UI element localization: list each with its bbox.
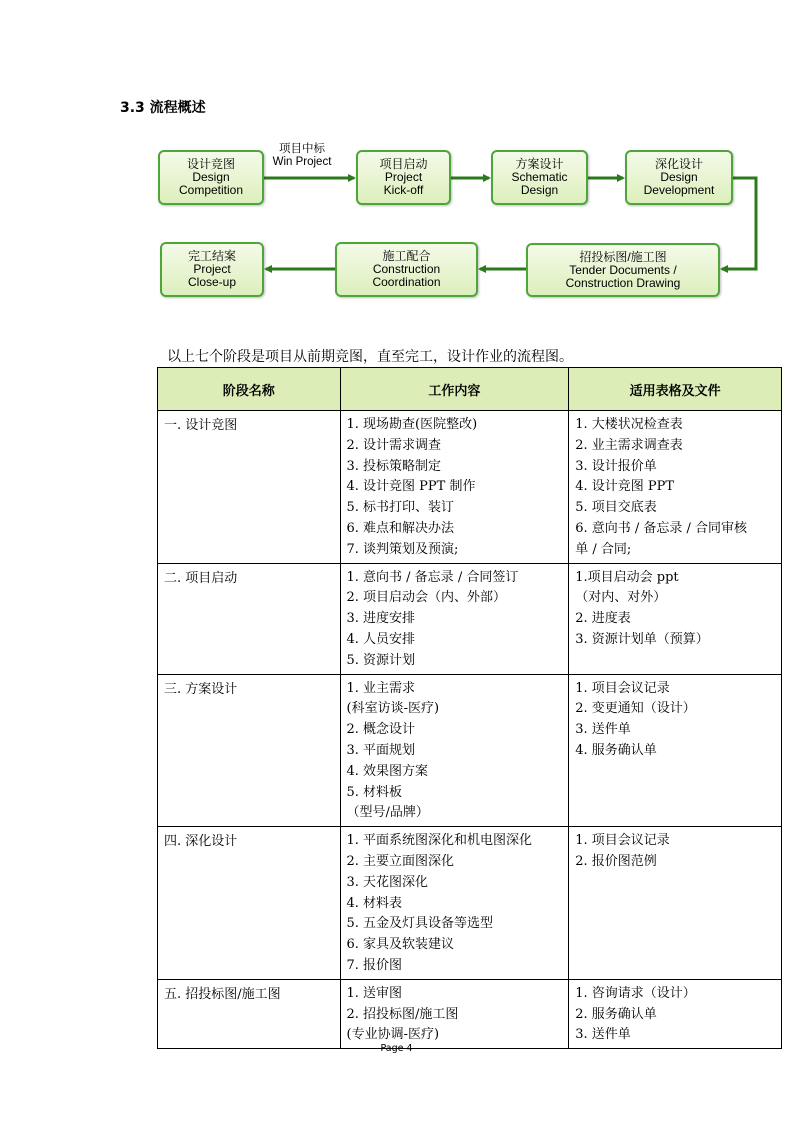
stage-cell: 五. 招投标图/施工图 bbox=[158, 979, 341, 1048]
box-project-closeup: 完工结案 Project Close-up bbox=[160, 242, 264, 297]
header-stage: 阶段名称 bbox=[158, 368, 341, 411]
stage-cell: 二. 项目启动 bbox=[158, 563, 341, 674]
docs-cell: 1. 项目会议记录 2. 报价图范例 bbox=[569, 827, 782, 980]
box-schematic-design: 方案设计 Schematic Design bbox=[491, 150, 588, 205]
section-title: 3.3 流程概述 bbox=[120, 100, 206, 116]
box-project-kickoff: 项目启动 Project Kick-off bbox=[356, 150, 451, 205]
win-project-label: 项目中标 Win Project bbox=[272, 143, 332, 168]
docs-cell: 1. 项目会议记录 2. 变更通知（设计） 3. 送件单 4. 服务确认单 bbox=[569, 674, 782, 827]
table-row bbox=[158, 563, 782, 674]
table-row bbox=[158, 827, 782, 980]
box-construction-coordination: 施工配合 Construction Coordination bbox=[335, 242, 478, 297]
work-cell: 1. 业主需求 (科室访谈-医疗) 2. 概念设计 3. 平面规划 4. 效果图方案 5. 材料板 （型号/品牌） bbox=[340, 674, 569, 827]
intro-paragraph: 以上七个阶段是项目从前期竞图，直至完工，设计作业的流程图。 bbox=[167, 349, 573, 365]
docs-cell: 1. 大楼状况检查表 2. 业主需求调查表 3. 设计报价单 4. 设计竞图 PPT 5. 项目交底表 6. 意向书 / 备忘录 / 合同审核 单 / 合同; bbox=[569, 411, 782, 564]
docs-cell: 1.项目启动会 ppt （对内、对外） 2. 进度表 3. 资源计划单（预算） bbox=[569, 563, 782, 674]
box-design-competition: 设计竞图 Design Competition bbox=[158, 150, 264, 205]
box-tender-documents: 招投标图/施工图 Tender Documents / Construction Drawing bbox=[526, 243, 720, 297]
work-cell: 1. 平面系统图深化和机电图深化 2. 主要立面图深化 3. 天花图深化 4. 材料表 5. 五金及灯具设备等选型 6. 家具及软装建议 7. 报价图 bbox=[340, 827, 569, 980]
docs-cell: 1. 咨询请求（设计） 2. 服务确认单 3. 送件单 bbox=[569, 979, 782, 1048]
box-design-development: 深化设计 Design Development bbox=[625, 150, 733, 205]
stage-cell: 四. 深化设计 bbox=[158, 827, 341, 980]
process-table bbox=[157, 367, 782, 1049]
process-flowchart bbox=[0, 0, 793, 320]
header-work: 工作内容 bbox=[340, 368, 569, 411]
table-row bbox=[158, 979, 782, 1048]
stage-cell: 一. 设计竞图 bbox=[158, 411, 341, 564]
stage-cell: 三. 方案设计 bbox=[158, 674, 341, 827]
work-cell: 1. 现场勘查(医院整改) 2. 设计需求调查 3. 投标策略制定 4. 设计竞图 PPT 制作 5. 标书打印、装订 6. 难点和解决办法 7. 谈判策划及预演; bbox=[340, 411, 569, 564]
work-cell: 1. 意向书 / 备忘录 / 合同签订 2. 项目启动会（内、外部） 3. 进度安排 4. 人员安排 5. 资源计划 bbox=[340, 563, 569, 674]
page-number: Page 4 bbox=[380, 1043, 413, 1054]
table-row bbox=[158, 674, 782, 827]
table-row bbox=[158, 411, 782, 564]
header-docs: 适用表格及文件 bbox=[569, 368, 782, 411]
table-header-row bbox=[158, 368, 782, 411]
work-cell: 1. 送审图 2. 招投标图/施工图 (专业协调-医疗) bbox=[340, 979, 569, 1048]
